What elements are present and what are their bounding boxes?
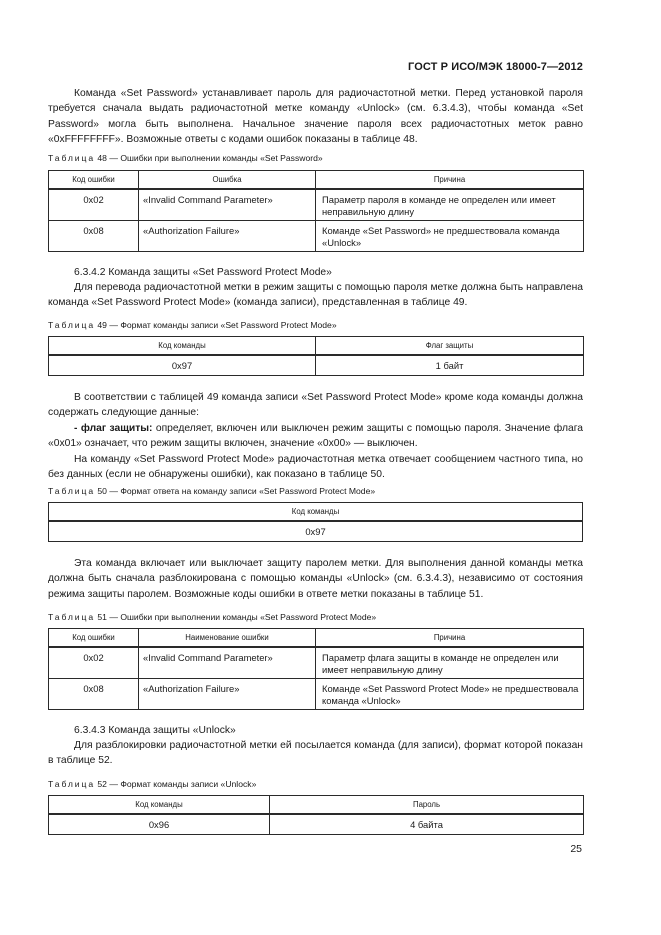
header-error: Ошибка — [139, 171, 316, 190]
cell-password: 4 байта — [270, 814, 584, 834]
table-50 — [48, 502, 583, 542]
caption-text: 50 — Формат ответа на команду записи «Set Password Protect Mode» — [97, 486, 376, 496]
table-50-section — [48, 486, 583, 497]
table-48-section — [48, 153, 583, 164]
table-49-section — [48, 320, 583, 331]
cell-reason: Параметр флага защиты в команде не определен или имеет неправильную длину — [316, 647, 584, 679]
table-row — [49, 679, 584, 710]
table-52-section — [48, 779, 583, 790]
table-50-caption — [48, 486, 583, 497]
paragraph-text: На команду «Set Password Protect Mode» радиочастотная метка отвечает сообщением частного типа, но без данных (если не обнаружены ошибки), как показано в таблице 50. — [48, 453, 583, 481]
table-row — [49, 814, 584, 834]
table-52-wrapper — [48, 795, 583, 835]
list-term: флаг защиты: — [80, 422, 153, 434]
section-6-3-4-2 — [48, 265, 583, 311]
paragraph-set-password — [48, 86, 583, 148]
caption-prefix: Таблица — [48, 320, 95, 330]
caption-text: 52 — Формат команды записи «Unlock» — [97, 779, 257, 789]
paragraph-protect-mode-info — [48, 556, 583, 602]
cell-error: «Authorization Failure» — [139, 221, 316, 252]
caption-prefix: Таблица — [48, 779, 95, 789]
paragraph-text: Для перевода радиочастотной метки в режим защиты с помощью пароля метке должна быть направлена команда «Set Password Protect Mode» (команда записи), представленная в таблице 49. — [48, 282, 583, 309]
cell-error: «Invalid Command Parameter» — [139, 189, 316, 221]
section-6-3-4-3 — [48, 723, 583, 769]
cell-error-name: «Authorization Failure» — [139, 679, 316, 710]
section-heading: 6.3.4.3 Команда защиты «Unlock» — [74, 725, 236, 736]
cell-protect-flag: 1 байт — [316, 355, 584, 375]
list-text: определяет, включен или выключен режим защиты с помощью пароля. Значение флага «0x01» означает, что режим защиты включен, значение «0x00» — выключен. — [48, 422, 583, 450]
cell-error-code: 0x02 — [49, 647, 139, 679]
header-reason: Причина — [316, 171, 584, 190]
table-51-section — [48, 612, 583, 623]
table-row — [49, 189, 584, 221]
header-reason: Причина — [316, 629, 584, 648]
table-header-row — [49, 337, 584, 356]
cell-command-code: 0x97 — [49, 521, 583, 541]
cell-error-code: 0x08 — [49, 679, 139, 710]
table-row — [49, 521, 583, 541]
table-49-wrapper — [48, 336, 583, 376]
caption-prefix: Таблица — [48, 486, 95, 496]
header-command-code: Код команды — [49, 503, 583, 522]
cell-command-code: 0x96 — [49, 814, 270, 834]
page-number: 25 — [570, 843, 582, 855]
header-protect-flag: Флаг защиты — [316, 337, 584, 356]
table-header-row — [49, 796, 584, 815]
table-header-row — [49, 629, 584, 648]
cell-reason: Команде «Set Password Protect Mode» не предшествовала команда «Unlock» — [316, 679, 584, 710]
header-command-code: Код команды — [49, 796, 270, 815]
table-48-caption — [48, 153, 583, 164]
table-row — [49, 221, 584, 252]
table-51 — [48, 628, 584, 710]
list-dash: - — [74, 422, 78, 434]
list-item-protect-flag — [48, 421, 583, 452]
paragraph-text: Эта команда включает или выключает защиту паролем метки. Для выполнения данной команды метка должна быть сначала разблокирована с помощью команды «Unlock» (см. 6.3.4.3), независимо от состояния режима защиты паролем. Возможные коды ошибки в ответе метки показаны в таблице 51. — [48, 558, 583, 600]
caption-text: 49 — Формат команды записи «Set Password Protect Mode» — [97, 320, 337, 330]
table-header-row — [49, 503, 583, 522]
table-49 — [48, 336, 584, 376]
document-code-header: ГОСТ Р ИСО/МЭК 18000-7—2012 — [408, 61, 583, 73]
table-52 — [48, 795, 584, 835]
caption-text: 51 — Ошибки при выполнении команды «Set Password Protect Mode» — [97, 612, 377, 622]
cell-error-name: «Invalid Command Parameter» — [139, 647, 316, 679]
header-command-code: Код команды — [49, 337, 316, 356]
table-row — [49, 647, 584, 679]
table-51-wrapper — [48, 628, 583, 710]
header-password: Пароль — [270, 796, 584, 815]
cell-command-code: 0x97 — [49, 355, 316, 375]
caption-text: 48 — Ошибки при выполнении команды «Set Password» — [97, 153, 323, 163]
header-error-name: Наименование ошибки — [139, 629, 316, 648]
paragraph-text: Для разблокировки радиочастотной метки ей посылается команда (для записи), формат которой показан в таблице 52. — [48, 740, 583, 767]
table-50-wrapper — [48, 502, 583, 542]
table-51-caption — [48, 612, 583, 623]
table-52-caption — [48, 779, 583, 790]
paragraph-text: В соответствии с таблицей 49 команда записи «Set Password Protect Mode» кроме кода команды должна содержать следующие данные: — [48, 392, 583, 419]
paragraph-protect-mode-data — [48, 390, 583, 482]
table-row — [49, 355, 584, 375]
cell-reason: Команде «Set Password» не предшествовала команда «Unlock» — [316, 221, 584, 252]
table-48-wrapper — [48, 170, 583, 252]
header-error-code: Код ошибки — [49, 629, 139, 648]
table-header-row — [49, 171, 584, 190]
table-48 — [48, 170, 584, 252]
paragraph-text: Команда «Set Password» устанавливает пароль для радиочастотной метки. Перед установкой пароля требуется сначала выдать радиочастотной метке команду «Unlock» (см. 6.3.4.3), чтобы команда «Set Password» могла быть выполнена. Начальное значение пароля всех радиочастотных меток равно «0xFFFFFFFF». Возможные ответы с кодами ошибок показаны в таблице 48. — [48, 88, 583, 146]
cell-reason: Параметр пароля в команде не определен или имеет неправильную длину — [316, 189, 584, 221]
cell-error-code: 0x08 — [49, 221, 139, 252]
caption-prefix: Таблица — [48, 612, 95, 622]
section-heading: 6.3.4.2 Команда защиты «Set Password Protect Mode» — [74, 267, 332, 278]
cell-error-code: 0x02 — [49, 189, 139, 221]
table-49-caption — [48, 320, 583, 331]
header-error-code: Код ошибки — [49, 171, 139, 190]
caption-prefix: Таблица — [48, 153, 95, 163]
